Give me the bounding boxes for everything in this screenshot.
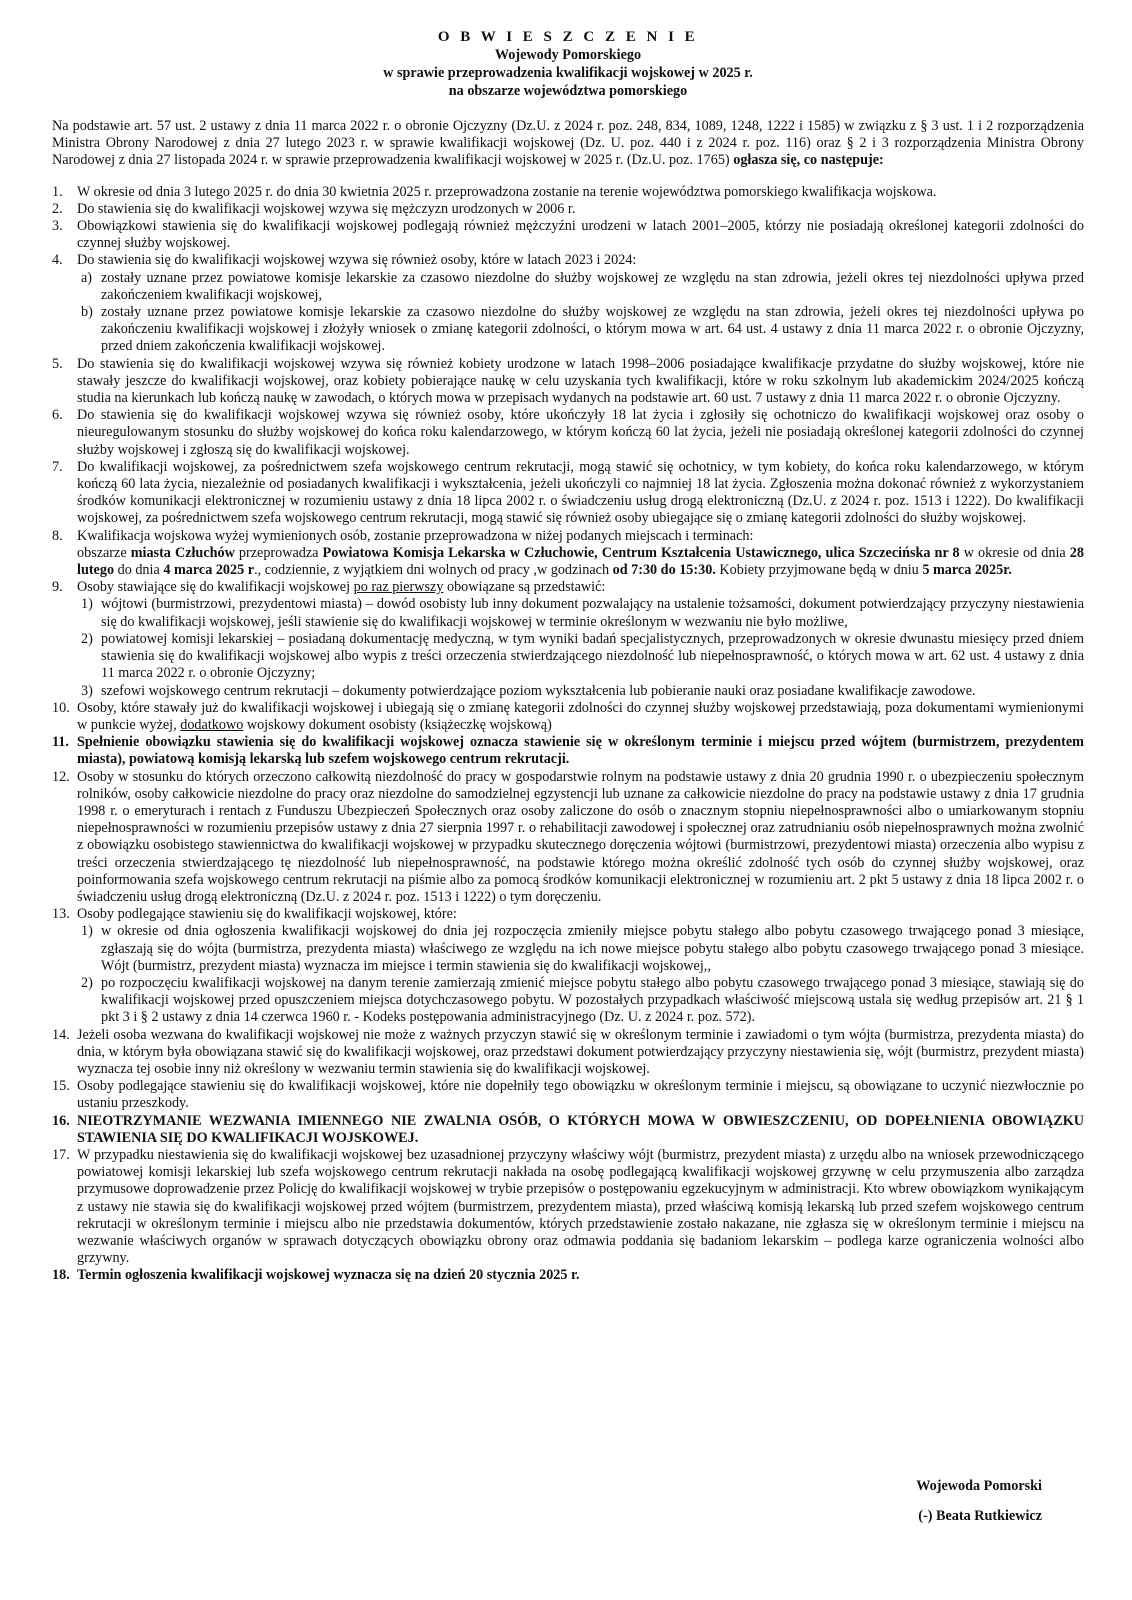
point-8 xyxy=(52,528,1084,580)
point-text: W okresie od dnia 3 lutego 2025 r. do dnia 30 kwietnia 2025 r. przeprowadzona zostanie na terenie województwa pomorskiego kwalifikacja wojskowa. xyxy=(77,183,937,200)
point-number: 17. xyxy=(52,1146,70,1163)
subpoint-number: 2) xyxy=(81,630,93,647)
subpoint-text: zostały uznane przez powiatowe komisje lekarskie za czasowo niezdolne do służby wojskowej ze względu na stan zdrowia, jeżeli okres tej niezdolności upływa po zakończeniu kwalifikacji wojskowej i złożyły wniosek o zmianę kategorii zdolności, o którym mowa w art. 64 ust. 4 ustawy z dnia 11 marca 2022 r. o obronie Ojczyzny, przed dniem zakończenia kwalifikacji wojskowej. xyxy=(101,304,1084,355)
point-text: Osoby stawiające się do kwalifikacji wojskowej xyxy=(77,579,354,596)
subpoint-text: zostały uznane przez powiatowe komisje lekarskie za czasowo niezdolne do służby wojskowej ze względu na stan zdrowia, jeżeli okres tej niezdolności upływa przed zakończeniem kwalifikacji wojskowej, xyxy=(101,269,1084,303)
point-text: Osoby, które stawały już do kwalifikacji wojskowej i ubiegają się o zmianę kategorii zdolności do czynnej służby wojskowej przedstawiają, poza dokumentami wymienionymi w punkcie wyżej, xyxy=(77,699,1084,733)
point-text: Do stawienia się do kwalifikacji wojskowej wzywa się również osoby, które ukończyły 18 lat życia i zgłosiły się ochotniczo do kwalifikacji wojskowej oraz osoby o nieuregulowanym stosunku do służby wojskowej do końca roku kalendarzowego, w którym kończą 60 lat życia, jeżeli nie posiadają określonej kategorii zdolności do czynnej służby wojskowej i zgłoszą się do kwalifikacji wojskowej. xyxy=(77,407,1084,458)
point-1 xyxy=(52,184,1084,201)
point-2 xyxy=(52,201,1084,218)
schedule-location: Powiatowa Komisja Lekarska w Człuchowie, Centrum Kształcenia Ustawicznego, ulica Szczecińska nr 8 xyxy=(322,544,960,561)
schedule-text: przeprowadza xyxy=(234,544,323,561)
signature-name: (-) Beata Rutkiewicz xyxy=(918,1508,1042,1524)
subpoint-text: w okresie od dnia ogłoszenia kwalifikacji wojskowej do dnia jej rozpoczęcia zmieniły miejsce pobytu stałego albo pobytu czasowego trwającego ponad 3 miesiące, zgłaszają się do wójta (burmistrza, prezydenta miasta) właściwego ze względu na ich nowe miejsce pobytu stałego albo pobytu czasowego trwającego ponad 3 miesiące. Wójt (burmistrz, prezydent miasta) wyznacza im miejsce i termin stawienia się do kwalifikacji wojskowej,, xyxy=(101,923,1084,974)
schedule-start-date: 28 lutego xyxy=(77,544,1084,579)
schedule-text: obszarze xyxy=(77,544,131,561)
point-text: Jeżeli osoba wezwana do kwalifikacji wojskowej nie może z ważnych przyczyn stawić się w określonym terminie i zawiadomi o tym wójta (burmistrza, prezydenta miasta) do dnia, w którym była obowiązana stawić się do kwalifikacji wojskowej, oraz przedstawi dokument potwierdzający przyczyny niestawienia się, wójt (burmistrz, prezydent miasta) wyznacza tej osobie inny niż określony w wezwaniu termin stawienia się do kwalifikacji wojskowej. xyxy=(77,1026,1084,1077)
schedule-text: w okresie od dnia xyxy=(959,544,1070,561)
announcement-phrase: ogłasza się, co następuje: xyxy=(733,152,884,169)
point-number: 11. xyxy=(52,734,69,751)
point-text: Termin ogłoszenia kwalifikacji wojskowej wyznacza się na dzień 20 stycznia 2025 r. xyxy=(77,1267,580,1284)
schedule-hours: od 7:30 do 15:30. xyxy=(612,562,716,579)
point-number: 14. xyxy=(52,1026,70,1043)
point-number: 6. xyxy=(52,407,63,424)
point-number: 13. xyxy=(52,906,70,923)
point-number: 18. xyxy=(52,1267,70,1284)
subpoint-3 xyxy=(77,683,1084,700)
schedule-city: miasta Człuchów xyxy=(130,544,235,561)
subpoint-a xyxy=(77,270,1084,304)
point-11 xyxy=(52,734,1084,768)
notice-points xyxy=(52,184,1084,1285)
subpoint-number: b) xyxy=(81,304,93,321)
point-text: Obowiązkowi stawienia się do kwalifikacji wojskowej podlegają również mężczyźni urodzeni w latach 2001–2005, którzy nie posiadają określonej kategorii zdolności do czynnej służby wojskowej. xyxy=(77,218,1084,252)
signature-title: Wojewoda Pomorski xyxy=(916,1478,1042,1494)
point-text: Spełnienie obowiązku stawienia się do kwalifikacji wojskowej oznacza stawienie się w określonym terminie i miejscu przed wójtem (burmistrzem, prezydentem miasta), powiatową komisją lekarską lub szefem wojskowego centrum rekrutacji. xyxy=(77,734,1084,768)
subpoint-number: 1) xyxy=(81,596,93,613)
point-text: wojskowy dokument osobisty (książeczkę wojskową) xyxy=(243,716,552,733)
point-text: Osoby podlegające stawieniu się do kwalifikacji wojskowej, które nie dopełniły tego obowiązku w określonym terminie i miejscu, są obowiązane to uczynić niezwłocznie po ustaniu przeszkody. xyxy=(77,1078,1084,1112)
subpoint-number: a) xyxy=(81,269,93,286)
point-10 xyxy=(52,700,1084,734)
point-text: Do stawienia się do kwalifikacji wojskowej wzywa się również osoby, które w latach 2023 i 2024: xyxy=(77,252,637,269)
point-17 xyxy=(52,1147,1084,1267)
subpoint-text: wójtowi (burmistrzowi, prezydentowi miasta) – dowód osobisty lub inny dokument pozwalający na ustalenie tożsamości, dokument potwierdzający przyczyny niestawienia się do kwalifikacji wojskowej, jeśli stawienie się do kwalifikacji wojskowej w terminie określonym w wezwaniu nie było możliwe, xyxy=(101,596,1084,630)
point-number: 3. xyxy=(52,218,63,235)
subpoint-text: powiatowej komisji lekarskiej – posiadaną dokumentację medyczną, w tym wyniki badań specjalistycznych, przeprowadzonych w okresie dwunastu miesięcy przed dniem stawienia się do kwalifikacji wojskowej albo wypis z treści orzeczenia stwierdzającego niezdolność lub niepełnosprawność, o których mowa w art. 62 ust. 4 ustawy z dnia 11 marca 2022 r. o obronie Ojczyzny; xyxy=(101,630,1084,682)
legal-basis-text: Na podstawie art. 57 ust. 2 ustawy z dnia 11 marca 2022 r. o obronie Ojczyzny (Dz.U. z 2024 r. poz. 248, 834, 1089, 1248, 1222 i 1585) w związku z § 3 ust. 1 i 2 rozporządzenia Ministra Obrony Narodowej z dnia 27 lutego 2023 r. w sprawie kwalifikacji wojskowej (Dz. U. poz. 440 i z 2024 r. poz. 116) oraz § 2 i 3 rozporządzenia Ministra Obrony Narodowej z dnia 27 listopada 2024 r. w sprawie przeprowadzenia kwalifikacji wojskowej w 2025 r. (Dz.U. poz. 1765) xyxy=(52,118,1084,169)
point-number: 10. xyxy=(52,699,70,716)
point-text: W przypadku niestawienia się do kwalifikacji wojskowej bez uzasadnionej przyczyny właściwy wójt (burmistrz, prezydent miasta) z urzędu albo na wniosek przewodniczącego powiatowej komisji lekarskiej lub szefa wojskowego centrum rekrutacji nakłada na osobę podlegającą kwalifikacji wojskowej grzywnę w celu przymuszenia albo zarządza przymusowe doprowadzenie przez Policję do kwalifikacji wojskowej w trybie przepisów o postępowaniu egzekucyjnym w administracji. Kto wbrew obowiązkom wynikającym z ustawy nie stawia się do kwalifikacji wojskowej przed wójtem (burmistrzem, prezydentem miasta), przed właściwą komisją lekarską lub przed szefem wojskowego centrum rekrutacji w określonym terminie i miejscu albo nie przedstawia dokumentów, których przedstawienie zostało nakazane, nie zgłasza się w określonym terminie i miejscu na wezwanie właściwych organów w sprawach dotyczących obowiązku obrony oraz odmawia poddania się badaniom lekarskim – podlega karze ograniczenia wolności albo grzywny. xyxy=(77,1146,1084,1267)
point-5 xyxy=(52,356,1084,408)
schedule-text: ., codziennie, z wyjątkiem dni wolnych od pracy ,w godzinach xyxy=(254,562,613,579)
schedule-end-date: 4 marca 2025 r xyxy=(163,562,255,579)
point-number: 2. xyxy=(52,200,63,217)
subpoint-number: 2) xyxy=(81,974,93,991)
schedule-paragraph xyxy=(77,545,1084,579)
point-9 xyxy=(52,579,1084,699)
point-text: Osoby w stosunku do których orzeczono całkowitą niezdolność do pracy w gospodarstwie rolnym na podstawie ustawy z dnia 20 grudnia 1990 r. o ubezpieczeniu społecznym rolników, osoby całkowicie niezdolne do pracy oraz niezdolne do samodzielnej egzystencji lub uznane za całkowicie niezdolne do pracy na podstawie ustawy z dnia 17 grudnia 1998 r. o emeryturach i rentach z Funduszu Ubezpieczeń Społecznych oraz osoby zaliczone do osób o znacznym stopniu niepełnosprawności albo o umiarkowanym stopniu niepełnosprawności w rozumieniu przepisów ustawy z dnia 27 sierpnia 1997 r. o rehabilitacji zawodowej i społecznej oraz zatrudnianiu osób niepełnosprawnych można zwolnić z obowiązku osobistego stawiennictwa do kwalifikacji wojskowej w przypadku skutecznego doręczenia wójtowi (burmistrzowi, prezydentowi miasta) orzeczenia albo wypisu z treści orzeczenia stwierdzającego tę niezdolność lub niepełnosprawność, na podstawie którego można określić zdolność tych osób do czynnej służby wojskowej, oraz poinformowania szefa wojskowego centrum rekrutacji na piśmie albo za pomocą środków komunikacji elektronicznej w rozumieniu art. 2 pkt 5 ustawy z dnia 18 lipca 2002 r. o świadczeniu usług drogą elektroniczną (Dz.U. z 2024 r. poz. 1513 i 1222) o tym doręczeniu. xyxy=(77,768,1084,905)
subpoint-1 xyxy=(77,596,1084,630)
point-6 xyxy=(52,407,1084,459)
point-text: obowiązane są przedstawić: xyxy=(443,579,606,596)
schedule-text: do dnia xyxy=(114,562,164,579)
point-16 xyxy=(52,1113,1084,1147)
notice-issuer: Wojewody Pomorskiego xyxy=(494,47,642,63)
subpoint-number: 1) xyxy=(81,923,93,940)
point-number: 4. xyxy=(52,252,63,269)
subpoint-text: po rozpoczęciu kwalifikacji wojskowej na danym terenie zamierzają zmienić miejsce pobytu stałego albo pobytu czasowego trwającego ponad 3 miesiące, stawiają się do kwalifikacji wojskowej przed opuszczeniem miejsca dotychczasowego pobytu. W pozostałych przypadkach właściwość miejscową ustala się według przepisów art. 21 § 1 pkt 3 i § 2 ustawy z dnia 14 czerwca 1960 r. - Kodeks postępowania administracyjnego (Dz. U. z 2024 r. poz. 572). xyxy=(101,974,1084,1026)
point-number: 5. xyxy=(52,355,63,372)
point-3 xyxy=(52,218,1084,252)
point-underlined-text: po raz pierwszy xyxy=(353,579,444,596)
notice-subject: w sprawie przeprowadzenia kwalifikacji wojskowej w 2025 r. xyxy=(383,65,753,81)
point-12 xyxy=(52,769,1084,907)
subpoint-2 xyxy=(77,631,1084,683)
point-text: Kwalifikacja wojskowa wyżej wymienionych osób, zostanie przeprowadzona w niżej podanych miejscach i terminach: xyxy=(77,527,754,544)
subpoint-number: 3) xyxy=(81,682,93,699)
point-text: NIEOTRZYMANIE WEZWANIA IMIENNEGO NIE ZWALNIA OSÓB, O KTÓRYCH MOWA W OBWIESZCZENIU, OD DOPEŁNIENIA OBOWIĄZKU STAWIENIA SIĘ DO KWALIFIKACJI WOJSKOWEJ. xyxy=(77,1112,1084,1146)
schedule-women-date: 5 marca 2025r. xyxy=(922,562,1012,579)
point-number: 7. xyxy=(52,458,63,475)
point-text: Do stawienia się do kwalifikacji wojskowej wzywa się również kobiety urodzone w latach 1998–2006 posiadające kwalifikacje przydatne do służby wojskowej, które nie stawały jeszcze do kwalifikacji wojskowej, oraz kobiety pobierające naukę w celu uzyskania tych kwalifikacji, które w roku szkolnym lub akademickim 2024/2025 kończą studia na kierunkach lub kończą naukę w zawodach, o których mowa w przepisach wydanych na podstawie art. 60 ust. 7 ustawy z dnia 11 marca 2022 r. o obronie Ojczyzny. xyxy=(77,355,1084,407)
point-18 xyxy=(52,1267,1084,1284)
subpoint-1 xyxy=(77,923,1084,975)
point-text: Do kwalifikacji wojskowej, za pośrednictwem szefa wojskowego centrum rekrutacji, mogą stawić się ochotnicy, w tym kobiety, do końca roku kalendarzowego, w którym kończą 60 lata życia, niezależnie od posiadanych kwalifikacji i wykształcenia, jeżeli ukończyli co najmniej 18 lat życia. Zgłoszenia można dokonać również z wykorzystaniem środków komunikacji elektronicznej w rozumieniu ustawy z dnia 18 lipca 2002 r. o świadczeniu usług drogą elektroniczną (Dz.U. z 2024 r. poz. 1513 i 1222). Do kwalifikacji wojskowej, za pośrednictwem szefa wojskowego centrum rekrutacji, mogą stawić się również osoby ubiegające się o zmianę kategorii zdolności do służby wojskowej. xyxy=(77,458,1084,527)
point-underlined-text: dodatkowo xyxy=(180,716,244,733)
notice-header xyxy=(52,28,1084,100)
point-text: Do stawienia się do kwalifikacji wojskowej wzywa się mężczyzn urodzonych w 2006 r. xyxy=(77,200,576,217)
point-number: 12. xyxy=(52,768,70,785)
notice-region: na obszarze województwa pomorskiego xyxy=(448,83,688,99)
legal-basis-paragraph xyxy=(52,118,1084,170)
point-4 xyxy=(52,252,1084,355)
subpoint-b xyxy=(77,304,1084,356)
point-number: 16. xyxy=(52,1112,70,1129)
point-number: 9. xyxy=(52,579,63,596)
notice-title: O B W I E S Z C Z E N I E xyxy=(437,29,699,45)
point-text: Osoby podlegające stawieniu się do kwalifikacji wojskowej, które: xyxy=(77,906,457,923)
subpoint-2 xyxy=(77,975,1084,1027)
point-number: 1. xyxy=(52,183,63,200)
subpoint-text: szefowi wojskowego centrum rekrutacji – dokumenty potwierdzające poziom wykształcenia lub pobieranie nauki oraz posiadane kwalifikacje zawodowe. xyxy=(101,682,976,699)
point-7 xyxy=(52,459,1084,528)
point-13 xyxy=(52,906,1084,1026)
point-number: 15. xyxy=(52,1078,70,1095)
point-number: 8. xyxy=(52,527,63,544)
point-14 xyxy=(52,1027,1084,1079)
point-15 xyxy=(52,1078,1084,1112)
schedule-text: Kobiety przyjmowane będą w dniu xyxy=(715,562,923,579)
